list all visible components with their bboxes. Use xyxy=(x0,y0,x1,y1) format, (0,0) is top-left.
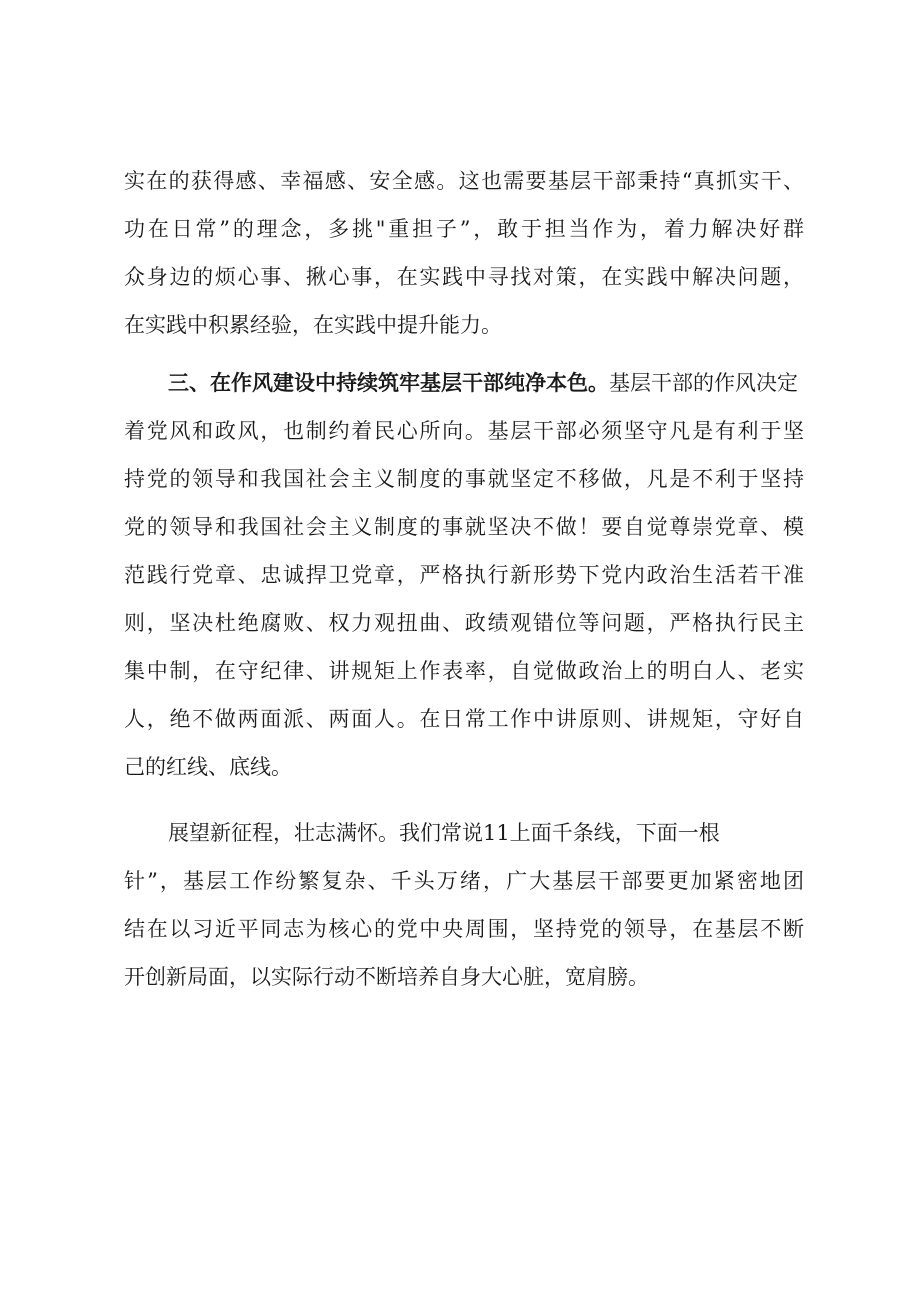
text-line: 着党风和政风，也制约着民心所向。基层干部必须坚守凡是有利于坚 xyxy=(124,419,804,443)
text-line: 集中制，在守纪律、讲规矩上作表率，自觉做政治上的明白人、老实 xyxy=(124,659,804,683)
text-line: 功在日常”的理念，多挑"重担子”，敢于担当作为，着力解决好群 xyxy=(124,217,804,241)
text-line: 实在的获得感、幸福感、安全感。这也需要基层干部秉持“真抓实干、 xyxy=(124,169,804,193)
text-line: 党的领导和我国社会主义制度的事就坚决不做！要自觉尊崇党章、模 xyxy=(124,515,804,539)
text-line: 持党的领导和我国社会主义制度的事就坚定不移做，凡是不利于坚持 xyxy=(124,467,804,491)
text-line: 众身边的烦心事、揪心事，在实践中寻找对策，在实践中解决问题， xyxy=(124,265,804,289)
text-line: 范践行党章、忠诚捍卫党章，严格执行新形势下党内政治生活若干准 xyxy=(124,563,804,587)
text-line: 己的红线、底线。 xyxy=(124,755,292,779)
paragraph-3 xyxy=(124,809,804,1001)
text-line: 开创新局面，以实际行动不断培养自身大心脏，宽肩膀。 xyxy=(124,965,649,989)
text-line: 人，绝不做两面派、两面人。在日常工作中讲原则、讲规矩，守好自 xyxy=(124,707,804,731)
text-line: 则，坚决杜绝腐败、权力观扭曲、政绩观错位等问题，严格执行民主 xyxy=(124,611,804,635)
text-line xyxy=(124,359,804,407)
text-line: 展望新征程，壮志满怀。我们常说11上面千条线，下面一根 xyxy=(168,821,720,845)
paragraph-1 xyxy=(124,157,804,349)
paragraph-2 xyxy=(124,359,804,791)
text-line: 针”，基层工作纷繁复杂、千头万绪，广大基层干部要更加紧密地团 xyxy=(124,869,804,893)
text-line: 结在以习近平同志为核心的党中央周围，坚持党的领导，在基层不断 xyxy=(124,917,804,941)
text-line: 在实践中积累经验，在实践中提升能力。 xyxy=(124,313,502,337)
document-body xyxy=(124,157,804,1001)
heading-continuation: 基层干部的作风决定 xyxy=(609,371,798,395)
section-heading: 三、在作风建设中持续筑牢基层干部纯净本色。 xyxy=(168,371,609,395)
